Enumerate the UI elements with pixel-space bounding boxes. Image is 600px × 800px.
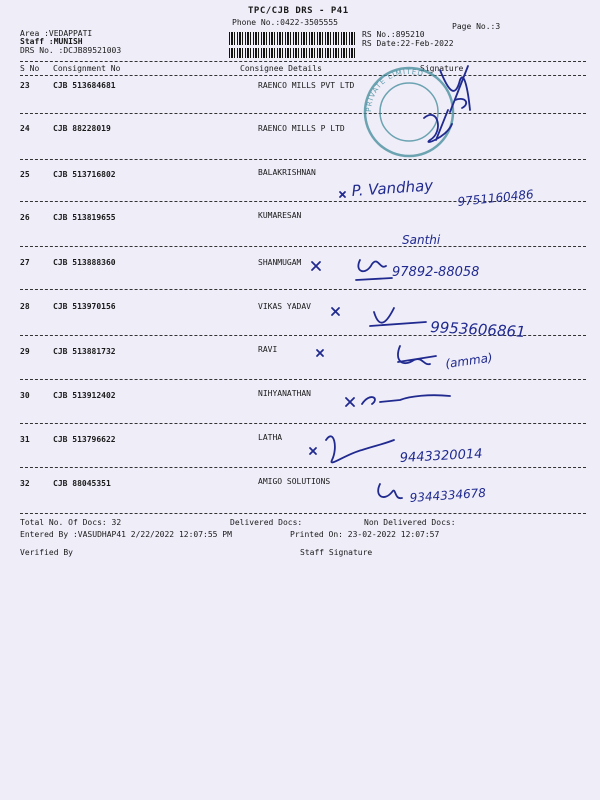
row-rule	[20, 246, 586, 247]
staff-label: Staff :MUNISH	[20, 37, 83, 46]
row-consignee: VIKAS YADAV	[258, 302, 311, 311]
note-r25-name: P. Vandhay	[351, 176, 434, 200]
verified-by: Verified By	[20, 548, 73, 557]
stamp-text: PRIVATE LIMITED	[364, 67, 425, 113]
row-consignment: CJB 513684681	[53, 81, 116, 90]
row-rule	[20, 467, 586, 468]
row-consignee: AMIGO SOLUTIONS	[258, 477, 331, 486]
cross-row-28	[332, 308, 339, 315]
col-consignment: Consignment No	[53, 64, 121, 73]
header-bottom-rule	[20, 75, 586, 76]
signature-row-29	[398, 346, 436, 364]
phone-number: Phone No.:0422-3505555	[232, 18, 338, 27]
cross-row-27	[312, 262, 320, 270]
rs-number: RS No.:895210	[362, 30, 425, 39]
row-consignee: SHANMUGAM	[258, 258, 302, 267]
row-consignment: CJB 88228019	[53, 124, 111, 133]
document-title: TPC/CJB DRS - P41	[248, 6, 349, 16]
row-consignee: RAENCO MILLS P LTD	[258, 124, 345, 133]
drs-number: DRS No. :DCJB89521003	[20, 46, 122, 55]
signature-row-32	[378, 484, 402, 498]
total-docs: Total No. Of Docs: 32	[20, 518, 122, 527]
row-consignee: LATHA	[258, 433, 283, 442]
row-consignment: CJB 513970156	[53, 302, 116, 311]
col-consignee: Consignee Details	[240, 64, 322, 73]
row-sno: 23	[20, 81, 30, 90]
note-r31-phone: 9443320014	[399, 446, 483, 466]
col-signature: Signature	[420, 64, 464, 73]
delivered-docs: Delivered Docs:	[230, 518, 303, 527]
row-consignee: RAENCO MILLS PVT LTD	[258, 81, 355, 90]
rs-date: RS Date:22-Feb-2022	[362, 39, 454, 48]
row-sno: 24	[20, 124, 30, 133]
note-r25-phone: 9751160486	[456, 187, 535, 209]
row-consignee: RAVI	[258, 345, 278, 354]
row-rule	[20, 423, 586, 424]
row-sno: 26	[20, 213, 30, 222]
row-consignee: BALAKRISHNAN	[258, 168, 316, 177]
row-consignment: CJB 513819655	[53, 213, 116, 222]
row-rule	[20, 289, 586, 290]
staff-signature-label: Staff Signature	[300, 548, 373, 557]
row-rule	[20, 159, 586, 160]
note-r29: (amma)	[444, 350, 494, 371]
signature-row-31	[326, 436, 394, 462]
row-consignment: CJB 513888360	[53, 258, 116, 267]
row-sno: 30	[20, 391, 30, 400]
row-rule	[20, 379, 586, 380]
row-consignment: CJB 513912402	[53, 391, 116, 400]
area-label: Area :VEDAPPATI	[20, 29, 93, 38]
row-sno: 25	[20, 170, 30, 179]
printed-on: Printed On: 23-02-2022 12:07:57	[290, 530, 440, 539]
row-consignee: KUMARESAN	[258, 211, 302, 220]
row-sno: 32	[20, 479, 30, 488]
company-stamp	[365, 68, 453, 156]
row-consignment: CJB 513881732	[53, 347, 116, 356]
note-r32-phone: 9344334678	[409, 485, 487, 505]
row-consignment: CJB 513796622	[53, 435, 116, 444]
non-delivered-docs: Non Delivered Docs:	[364, 518, 456, 527]
cross-row-29	[317, 350, 323, 356]
header-top-rule	[20, 61, 586, 62]
page-number: Page No.:3	[452, 22, 501, 31]
row-rule	[20, 335, 586, 336]
row-consignee: NIHYANATHAN	[258, 389, 311, 398]
note-r28-phone: 9953606861	[429, 318, 527, 341]
col-sno: S No	[20, 64, 40, 73]
signature-row-24	[424, 110, 452, 142]
cross-row-25	[340, 192, 345, 197]
row-rule	[20, 201, 586, 202]
handwritten-notes	[351, 176, 535, 505]
signature-row-27	[356, 260, 392, 280]
cross-row-31	[310, 448, 316, 454]
signature-row-30	[346, 395, 450, 406]
row-sno: 28	[20, 302, 30, 311]
row-rule	[20, 113, 586, 114]
row-rule	[20, 513, 586, 514]
row-consignment: CJB 513716802	[53, 170, 116, 179]
barcode-gap	[229, 45, 356, 48]
row-sno: 27	[20, 258, 30, 267]
entered-by: Entered By :VASUDHAP41 2/22/2022 12:07:55 PM	[20, 530, 232, 539]
row-sno: 31	[20, 435, 30, 444]
note-r27-phone: 97892-88058	[392, 265, 480, 280]
signature-row-28	[370, 308, 426, 326]
note-r27-above: Santhi	[402, 233, 441, 247]
row-sno: 29	[20, 347, 30, 356]
row-consignment: CJB 88045351	[53, 479, 111, 488]
